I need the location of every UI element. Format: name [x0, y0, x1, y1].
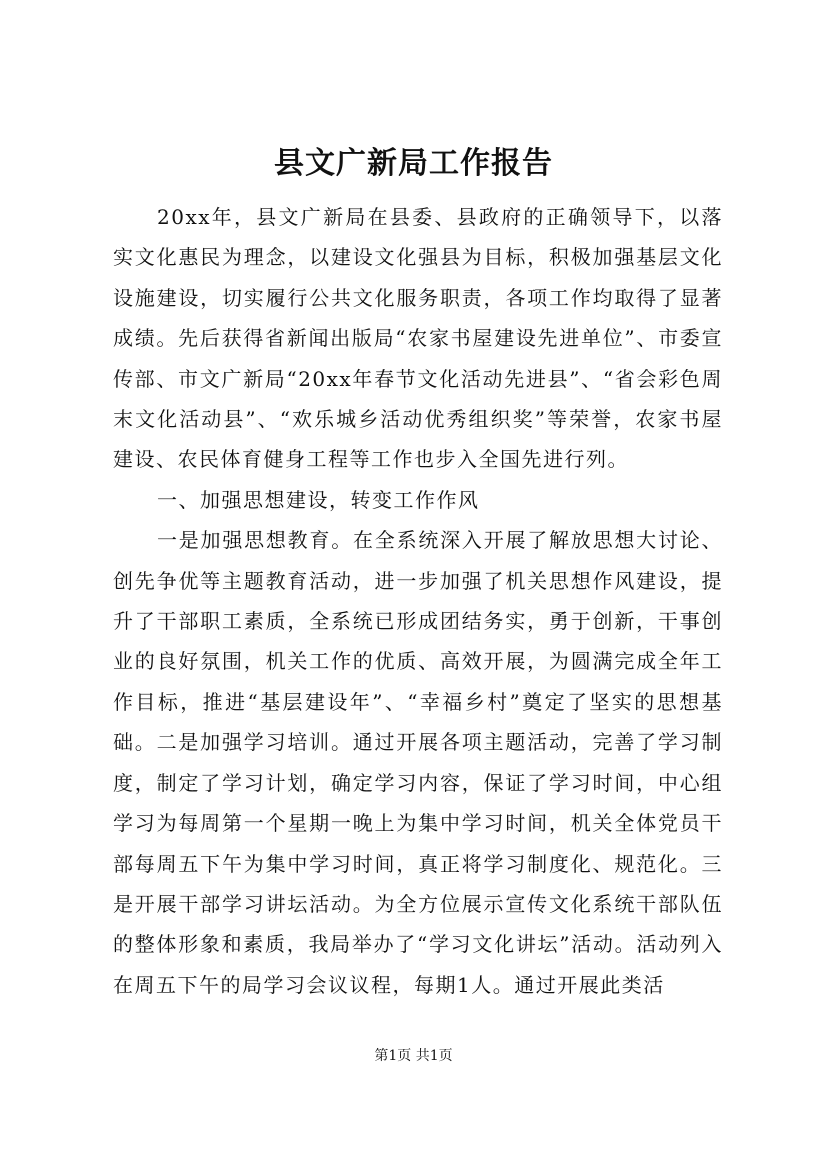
- paragraph-section-1: 一是加强思想教育。在全系统深入开展了解放思想大讨论、创先争优等主题教育活动，进一步加强了机关思想作风建设，提升了干部职工素质，全系统已形成团结务实，勇于创新，干事创业的良好氛围，机关工作的优质、高效开展，为圆满完成全年工作目标，推进“基层建设年”、“幸福乡村”奠定了坚实的思想基础。二是加强学习培训。通过开展各项主题活动，完善了学习制度，制定了学习计划，确定学习内容，保证了学习时间，中心组学习为每周第一个星期一晚上为集中学习时间，机关全体党员干部每周五下午为集中学习时间，真正将学习制度化、规范化。三是开展干部学习讲坛活动。为全方位展示宣传文化系统干部队伍的整体形象和素质，我局举办了“学习文化讲坛”活动。活动列入在周五下午的局学习会议议程，每期1人。通过开展此类活: [113, 528, 723, 997]
- page-footer: 第1页 共1页: [374, 1048, 453, 1064]
- section-heading: 一、加强思想建设，转变工作作风: [157, 487, 480, 512]
- document-title: 县文广新局工作报告: [274, 146, 553, 181]
- paragraph-intro: 20xx年，县文广新局在县委、县政府的正确领导下，以落实文化惠民为理念，以建设文化强县为目标，积极加强基层文化设施建设，切实履行公共文化服务职责，各项工作均取得了显著成绩。先后获得省新闻出版局“农家书屋建设先进单位”、市委宣传部、市文广新局“20xx年春节文化活动先进县”、“省会彩色周末文化活动县”、“欢乐城乡活动优秀组织奖”等荣誉，农家书屋建设、农民体育健身工程等工作也步入全国先进行列。: [113, 205, 723, 472]
- document-body: [113, 197, 723, 1005]
